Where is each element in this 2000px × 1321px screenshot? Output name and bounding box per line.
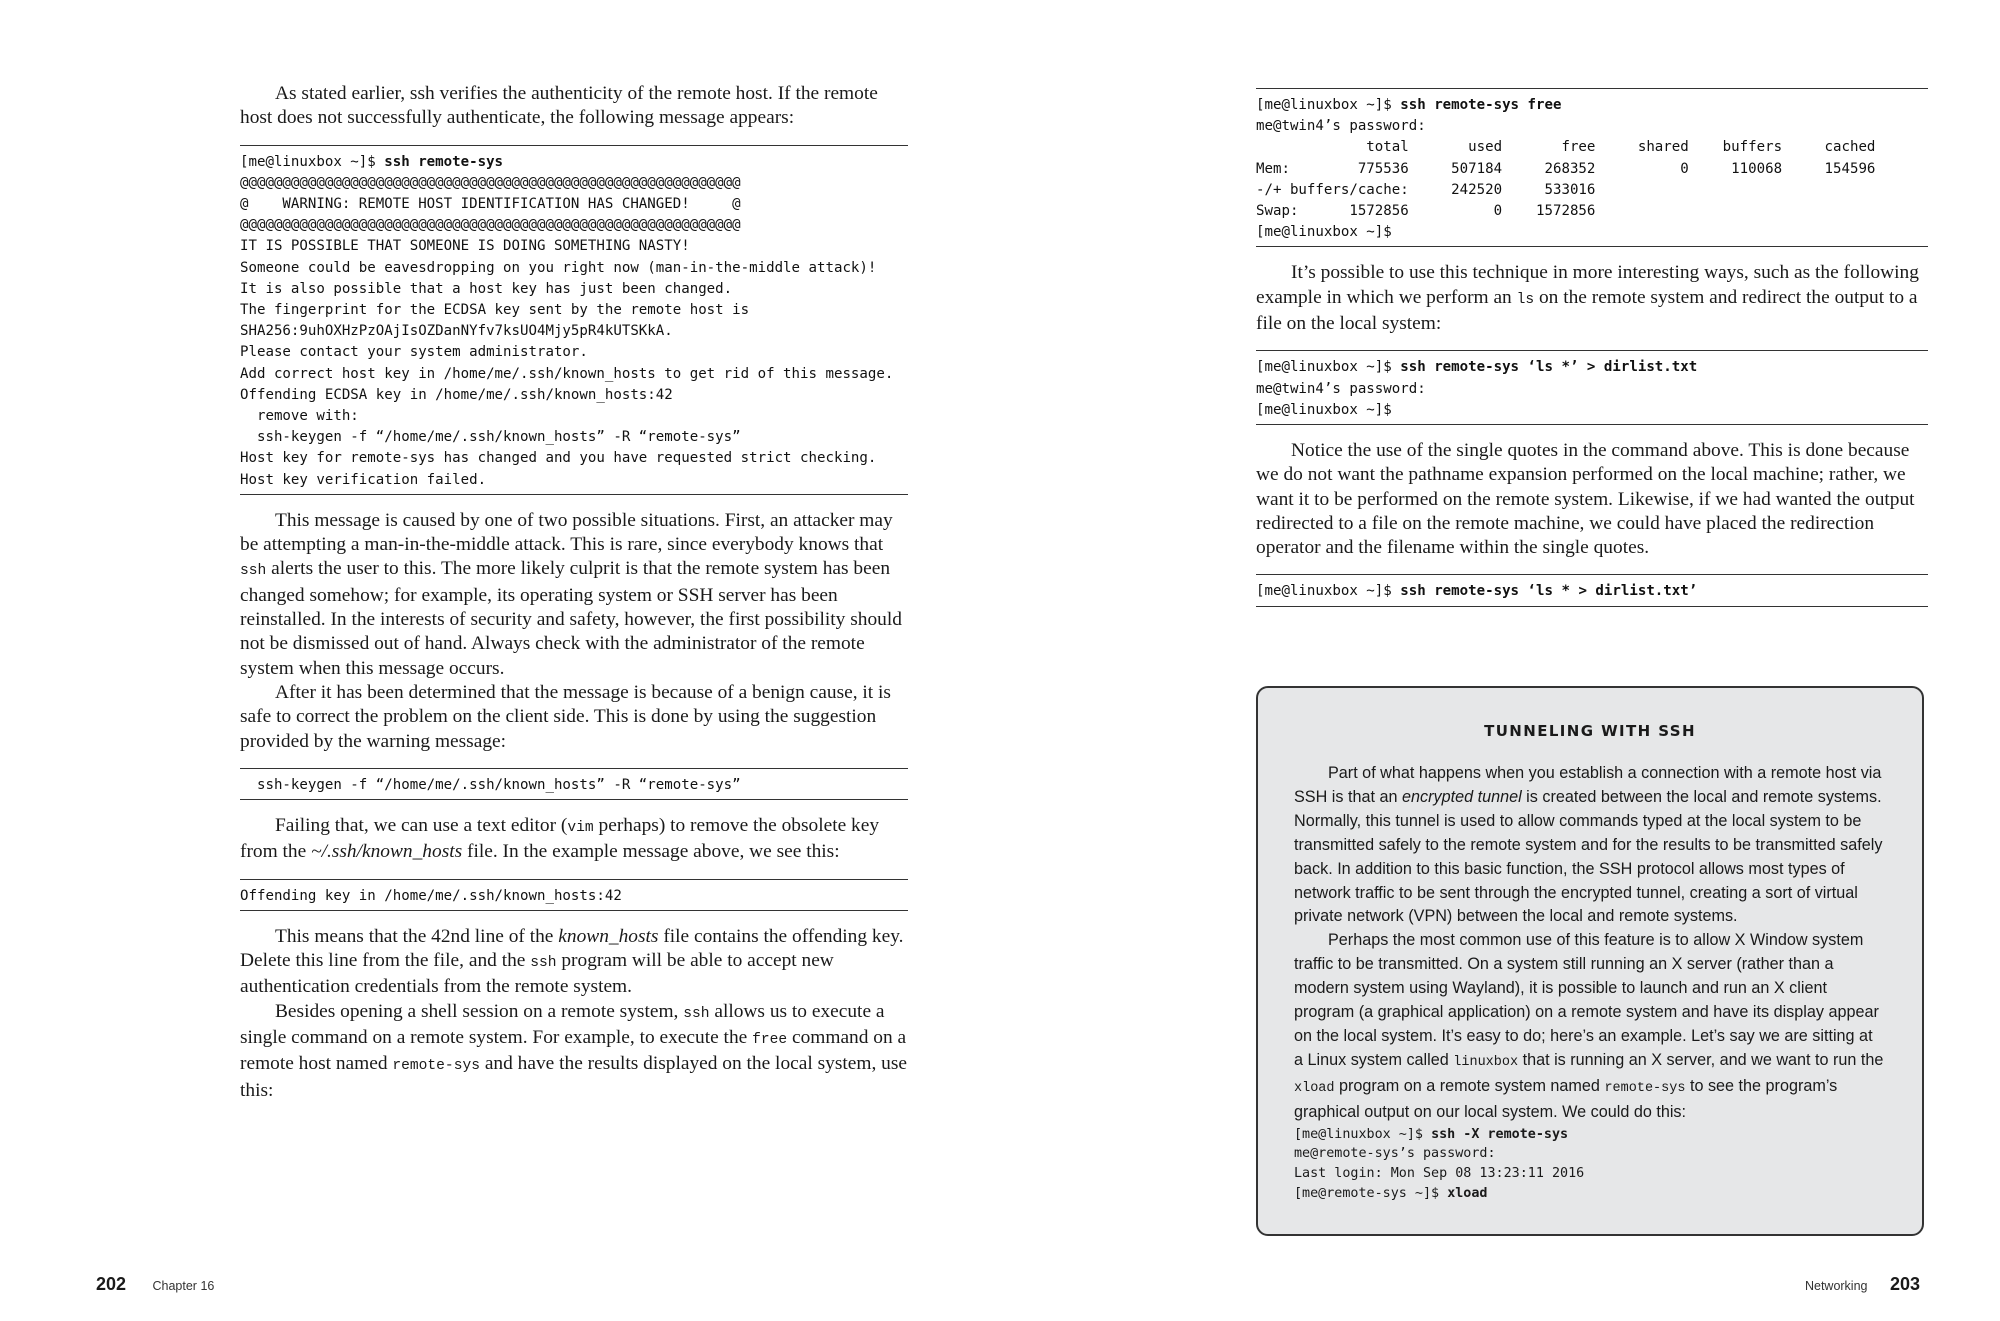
paragraph-single-command: Besides opening a shell session on a remote system, ssh allows us to execute a single command on a remote system. For example, to execute the free command on a remote host named remote-sys and have the results displayed on the local system, use this: — [240, 1000, 907, 1101]
paragraph-text-editor: Failing that, we can use a text editor (vim perhaps) to remove the obsolete key from the ~/.ssh/known_hosts file. In the example message above, we see this: — [240, 815, 880, 863]
left-footer — [96, 1274, 214, 1295]
code-line — [1294, 1127, 1568, 1142]
sidebar-paragraph-encrypted-tunnel: Part of what happens when you establish a connection with a remote host via SSH is that an encrypted tunnel is created between the local and remote systems. Normally, this tunnel is used to allow commands typed at the local system to be transmitted safely to the remote system and for the results to be transmitted safely back. In addition to this basic function, the SSH protocol allows most types of network traffic to be sent through the encrypted tunnel, creating a sort of virtual private network (VPN) between the local and remote systems. — [1294, 764, 1883, 926]
code-line: me@remote-sys’s password: — [1294, 1146, 1496, 1162]
code-line: Add correct host key in /home/me/.ssh/known_hosts to get rid of this message. — [240, 365, 894, 382]
code-line: @ WARNING: REMOTE HOST IDENTIFICATION HAS CHANGED! @ — [240, 196, 741, 212]
sidebar-tunneling — [1256, 686, 1924, 1236]
code-line: ssh-keygen -f “/home/me/.ssh/known_hosts” -R “remote-sys” — [240, 429, 741, 446]
code-line: -/+ buffers/cache: 242520 533016 — [1256, 181, 1596, 198]
right-column — [1256, 88, 1928, 621]
code-line: @@@@@@@@@@@@@@@@@@@@@@@@@@@@@@@@@@@@@@@@@@@@@@@@@@@@@@@@@@@ — [240, 217, 741, 234]
code-line: total used free shared buffers cached — [1256, 139, 1876, 156]
shell-prompt: [me@linuxbox ~]$ — [1256, 583, 1401, 600]
page-number-left: 202 — [96, 1274, 127, 1294]
code-line: The fingerprint for the ECDSA key sent by the remote host is — [240, 302, 750, 319]
typed-command: ssh remote-sys ‘ls *’ > dirlist.txt — [1400, 359, 1698, 376]
code-line — [1294, 1186, 1488, 1201]
shell-prompt: [me@remote-sys ~]$ — [1294, 1185, 1448, 1201]
paragraph-benign-cause: After it has been determined that the message is because of a benign cause, it is safe to correct the problem on the client side. This is done by using the suggestion provided by the warning message: — [240, 681, 891, 752]
code-warning-message — [240, 145, 908, 495]
code-line: Last login: Mon Sep 08 13:23:11 2016 — [1294, 1166, 1585, 1182]
chapter-title-label: Networking — [1804, 1279, 1868, 1293]
code-line — [1256, 359, 1697, 375]
code-line: me@twin4’s password: — [1256, 380, 1426, 397]
typed-command: ssh remote-sys free — [1400, 97, 1562, 113]
code-line: Someone could be eavesdropping on you right now (man-in-the-middle attack)! — [240, 259, 877, 276]
code-line: Mem: 775536 507184 268352 0 110068 154596 — [1256, 160, 1876, 177]
code-line — [1256, 97, 1561, 113]
sidebar-code-xload — [1294, 1125, 1886, 1204]
shell-prompt: [me@linuxbox ~]$ — [240, 153, 385, 170]
paragraph-42nd-line: This means that the 42nd line of the known_hosts file contains the offending key. Delete this line from the file, and the ssh program will be able to accept new authentication credentials from the remote system. — [240, 925, 904, 998]
code-line: [me@linuxbox ~]$ — [1256, 401, 1392, 418]
chapter-label: Chapter 16 — [152, 1279, 215, 1293]
typed-command: ssh remote-sys — [384, 153, 504, 170]
paragraph-single-quotes: Notice the use of the single quotes in the command above. This is done because we do not want the pathname expansion performed on the local machine; rather, we want it to be performed on the remote system. Likewise, if we had wanted the output redirected to a file on the remote machine, we could have placed the redirection operator and the filename within the single quotes. — [1256, 439, 1915, 559]
code-ssh-free — [1256, 88, 1928, 247]
sidebar-title: TUNNELING WITH SSH — [1484, 722, 1696, 740]
code-line: Host key verification failed. — [240, 471, 487, 488]
shell-prompt: [me@linuxbox ~]$ — [1256, 97, 1401, 113]
code-line — [1256, 583, 1697, 599]
code-line: Offending ECDSA key in /home/me/.ssh/known_hosts:42 — [240, 386, 673, 403]
paragraph-message-cause: This message is caused by one of two possible situations. First, an attacker may be attempting a man-in-the-middle attack. This is rare, since everybody knows that ssh alerts the user to this. The more likely culprit is that the remote system has been changed somehow; for example, its operating system or SSH server has been reinstalled. In the interests of security and safety, however, the first possibility should not be dismissed out of hand. Always check with the administrator of the remote system when this message occurs. — [240, 509, 902, 679]
shell-prompt: [me@linuxbox ~]$ — [1256, 359, 1401, 376]
code-line: Swap: 1572856 0 1572856 — [1256, 203, 1596, 220]
right-page — [1000, 0, 2000, 1321]
shell-prompt: [me@linuxbox ~]$ — [1294, 1126, 1432, 1142]
code-line: me@twin4’s password: — [1256, 118, 1426, 135]
page-number-right: 203 — [1889, 1274, 1920, 1294]
typed-command: ssh remote-sys ‘ls * > dirlist.txt’ — [1400, 583, 1698, 600]
code-line: remove with: — [240, 408, 359, 425]
typed-command: ssh -X remote-sys — [1431, 1126, 1569, 1142]
right-footer — [1805, 1274, 1920, 1295]
left-column — [240, 82, 908, 1103]
paragraph-ssh-verifies: As stated earlier, ssh verifies the authenticity of the remote host. If the remote host does not successfully authenticate, the following message appears: — [240, 83, 878, 129]
code-line: @@@@@@@@@@@@@@@@@@@@@@@@@@@@@@@@@@@@@@@@@@@@@@@@@@@@@@@@@@@ — [240, 174, 741, 191]
typed-command: xload — [1447, 1185, 1488, 1201]
sidebar-paragraph-x-window: Perhaps the most common use of this feature is to allow X Window system traffic to be transmitted. On a system still running an X server (rather than a modern system using Wayland), it is possible to launch and run an X client program (a graphical application) on a remote system and have its display appear on the local system. It’s easy to do; here’s an example. Let’s say we are sitting at a Linux system called linuxbox that is running an X server, and we want to run the xload program on a remote system named remote-sys to see the program’s graphical output on our local system. We could do this: — [1294, 931, 1884, 1121]
code-line: Host key for remote-sys has changed and you have requested strict checking. — [240, 450, 877, 467]
code-line: SHA256:9uhOXHzPzOAjIsOZDanNYfv7ksUO4Mjy5pR4kUTSKkA. — [240, 323, 673, 340]
code-line: Please contact your system administrator. — [240, 344, 588, 361]
code-ssh-ls-redirect — [1256, 574, 1928, 606]
code-line: It is also possible that a host key has just been changed. — [240, 280, 733, 297]
code-line: [me@linuxbox ~]$ — [1256, 224, 1392, 241]
code-line: IT IS POSSIBLE THAT SOMEONE IS DOING SOMETHING NASTY! — [240, 238, 690, 255]
code-ssh-keygen: ssh-keygen -f “/home/me/.ssh/known_hosts” -R “remote-sys” — [240, 768, 908, 800]
paragraph-interesting-ways: It’s possible to use this technique in more interesting ways, such as the following example in which we perform an ls on the remote system and redirect the output to a file on the local system: — [1256, 262, 1919, 335]
code-ssh-ls — [1256, 350, 1928, 425]
code-offending-key: Offending key in /home/me/.ssh/known_hosts:42 — [240, 879, 908, 911]
code-line — [240, 154, 503, 170]
